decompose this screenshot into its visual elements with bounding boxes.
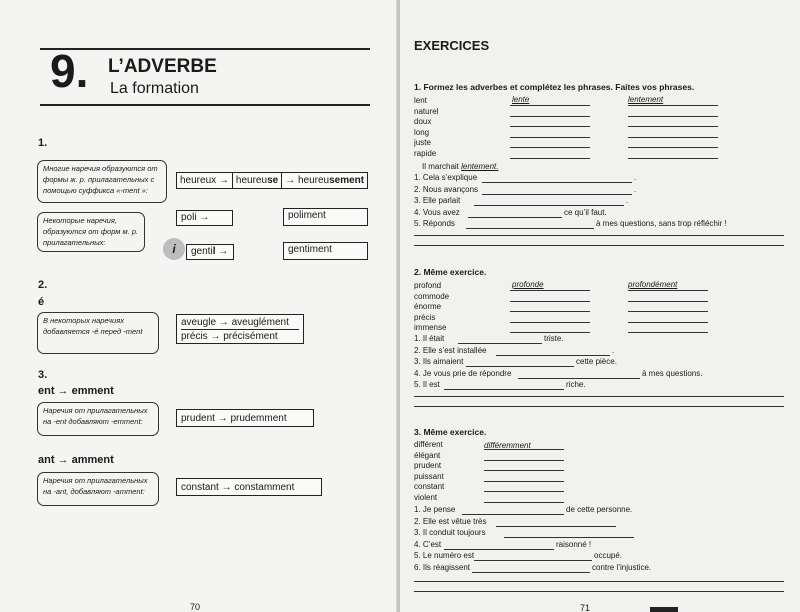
sentence-end: occupé. <box>594 551 623 560</box>
chapter-title: L’ADVERBE <box>108 56 217 77</box>
answer-blank[interactable] <box>628 158 718 159</box>
sentence-start: 3. Il conduit toujours <box>414 528 486 537</box>
word-item: puissant <box>414 471 444 481</box>
ex-heureusement: → heureusement <box>281 173 367 188</box>
ex2-title: 2. Même exercice. <box>414 267 487 277</box>
answer-blank[interactable] <box>504 537 634 538</box>
ex2-line-2 <box>414 406 784 407</box>
answer-blank[interactable] <box>628 301 708 302</box>
answer-blank[interactable] <box>458 343 542 344</box>
right-page <box>400 0 800 612</box>
ex1-sample-1: lente <box>512 95 530 104</box>
answer-blank[interactable] <box>510 290 590 291</box>
section-4-sub: ant → amment <box>38 454 114 466</box>
word-item: prudent <box>414 461 442 470</box>
ex3-line-1 <box>414 581 784 582</box>
note-5: Наречия от прилагательных на -ant, добавляют -amment: <box>37 472 159 506</box>
sentence-end: . <box>612 345 615 355</box>
example-heureux <box>176 172 368 189</box>
word-item: naturel <box>414 106 439 116</box>
sentence-end: de cette personne. <box>566 505 633 514</box>
example-aveugle <box>176 314 304 344</box>
answer-blank[interactable] <box>510 158 590 159</box>
ex1-line-1 <box>414 235 784 236</box>
answer-blank[interactable] <box>484 502 564 503</box>
sentence-end: . <box>634 173 637 182</box>
answer-blank[interactable] <box>484 491 564 492</box>
ex3-title: 3. Même exercice. <box>414 427 487 437</box>
section-2-label: 2. <box>38 279 48 291</box>
section-3-sub: ent → emment <box>38 385 114 397</box>
answer-blank[interactable] <box>628 105 718 106</box>
sentence-start: 5. Il est <box>414 380 440 389</box>
answer-blank[interactable] <box>484 460 564 461</box>
answer-blank[interactable] <box>510 116 590 117</box>
sentence-start: 4. Vous avez <box>414 207 460 217</box>
example-poli: poli → <box>176 210 233 226</box>
word-item: élégant <box>414 450 441 460</box>
answer-blank[interactable] <box>510 105 590 106</box>
ex3-line-2 <box>414 591 784 592</box>
answer-blank[interactable] <box>496 526 616 527</box>
answer-blank[interactable] <box>510 147 590 148</box>
answer-blank[interactable] <box>484 449 564 450</box>
answer-blank[interactable] <box>628 290 708 291</box>
answer-blank[interactable] <box>510 301 590 302</box>
answer-blank[interactable] <box>472 572 590 573</box>
sentence-end: à mes questions. <box>642 368 703 378</box>
note-2: Некоторые наречия, образуются от форм м. р. прилагательных: <box>37 212 145 252</box>
sentence-start: 1. Je pense <box>414 505 456 514</box>
word-item: doux <box>414 117 432 126</box>
word-item: juste <box>414 138 431 147</box>
answer-blank[interactable] <box>628 137 718 138</box>
ex1-sample-2: lentement <box>628 95 664 104</box>
sentence-start: 2. Nous avançons <box>414 184 479 194</box>
page-number-right: 71 <box>580 603 591 612</box>
word-item: commode <box>414 291 450 301</box>
example-gentiment: gentiment <box>283 242 368 260</box>
word-item: rapide <box>414 148 437 158</box>
word-item: immense <box>414 323 447 332</box>
ex1-line-2 <box>414 245 784 246</box>
ex2-sample-1: profonde <box>512 280 544 289</box>
note-4: Наречия от прилагательных на -ent добавляют -emment: <box>37 402 159 436</box>
answer-blank[interactable] <box>474 205 624 206</box>
chapter-number: 9. <box>50 45 89 97</box>
sentence-start: 5. Le numéro est <box>414 551 475 560</box>
top-rule <box>40 48 370 50</box>
answer-blank[interactable] <box>628 116 718 117</box>
ex-heureuse: heureuse <box>232 173 281 188</box>
answer-blank[interactable] <box>466 228 594 229</box>
word-item: long <box>414 127 430 137</box>
ex3-sample: différemment <box>484 441 531 450</box>
page-number-left: 70 <box>190 602 201 612</box>
section-1-label: 1. <box>38 137 48 149</box>
word-item: violent <box>414 492 438 502</box>
word-item: lent <box>414 96 427 105</box>
ex-aveugle: aveugle → aveuglément <box>181 317 289 328</box>
sentence-end: . <box>626 196 629 205</box>
example-prudent: prudent → prudemment <box>176 409 314 427</box>
answer-blank[interactable] <box>496 355 610 356</box>
sentence-start: 2. Elle s’est installée <box>414 345 487 355</box>
answer-blank[interactable] <box>484 481 564 482</box>
answer-blank[interactable] <box>482 194 632 195</box>
word-item: constant <box>414 482 445 491</box>
sentence-start: 3. Ils aimaient <box>414 357 464 366</box>
sentence-end: raisonné ! <box>556 539 592 549</box>
example-gentil: gentil → <box>186 244 234 260</box>
answer-blank[interactable] <box>444 389 564 390</box>
answer-blank[interactable] <box>628 126 718 127</box>
answer-blank[interactable] <box>474 560 592 561</box>
sentence-end: ce qu’il faut. <box>564 207 607 217</box>
sentence-start: 6. Ils réagissent <box>414 562 471 572</box>
answer-blank[interactable] <box>628 322 708 323</box>
note-1: Многие наречия образуются от формы ж. р. прилагательных с помощью суффикса «-ment »: <box>37 160 167 203</box>
sentence-end: contre l’injustice. <box>592 562 652 572</box>
note-3: В некоторых наречиях добавляется -é перед -ment <box>37 312 159 354</box>
sentence-end: . <box>634 184 637 194</box>
ex2-sample-2: profondément <box>628 280 678 289</box>
answer-blank[interactable] <box>510 332 590 333</box>
left-page <box>0 0 398 612</box>
ex-heureux: heureux → <box>180 175 229 186</box>
sentence-end: cette pièce. <box>576 357 617 366</box>
example-poliment: poliment <box>283 208 368 226</box>
answer-blank[interactable] <box>628 311 708 312</box>
info-icon: i <box>163 238 185 260</box>
answer-blank[interactable] <box>628 147 718 148</box>
answer-blank[interactable] <box>510 126 590 127</box>
sentence-start: 1. Cela s’explique <box>414 173 478 182</box>
page-edge-mark <box>650 607 678 612</box>
chapter-subtitle: La formation <box>110 80 199 97</box>
answer-blank[interactable] <box>484 470 564 471</box>
sentence-start: 3. Elle parlait <box>414 196 461 205</box>
answer-blank[interactable] <box>510 322 590 323</box>
section-3-label: 3. <box>38 369 48 381</box>
sentence-end: riche. <box>566 380 586 389</box>
word-item: profond <box>414 281 442 290</box>
sentence-start: 4. Je vous prie de répondre <box>414 368 512 378</box>
word-item: énorme <box>414 302 442 311</box>
answer-blank[interactable] <box>444 549 554 550</box>
answer-blank[interactable] <box>466 366 574 367</box>
section-2-sub: é <box>38 296 45 308</box>
sentence-end: triste. <box>544 334 564 343</box>
answer-blank[interactable] <box>518 378 640 379</box>
example-constant: constant → constamment <box>176 478 322 496</box>
answer-blank[interactable] <box>468 217 562 218</box>
word-item: précis <box>414 312 436 322</box>
ex1-title: 1. Formez les adverbes et complétez les phrases. Faites vos phrases. <box>414 82 695 92</box>
sentence-end: à mes questions, sans trop réfléchir ! <box>596 219 727 228</box>
answer-blank[interactable] <box>510 311 590 312</box>
ex2-line-1 <box>414 396 784 397</box>
sentence-start: 2. Elle est vêtue très <box>414 516 487 526</box>
word-item: différent <box>414 440 443 449</box>
title-rule <box>40 104 370 106</box>
exercices-header: EXERCICES <box>414 38 490 53</box>
answer-blank[interactable] <box>628 332 708 333</box>
ex1-example: Il marchait lentement. <box>422 162 499 171</box>
ex-precis: précis → précisément <box>181 329 299 343</box>
answer-blank[interactable] <box>482 182 632 183</box>
sentence-start: 4. C’est <box>414 539 442 549</box>
sentence-start: 5. Réponds <box>414 219 455 228</box>
sentence-start: 1. Il était <box>414 334 445 343</box>
answer-blank[interactable] <box>462 514 564 515</box>
answer-blank[interactable] <box>510 137 590 138</box>
